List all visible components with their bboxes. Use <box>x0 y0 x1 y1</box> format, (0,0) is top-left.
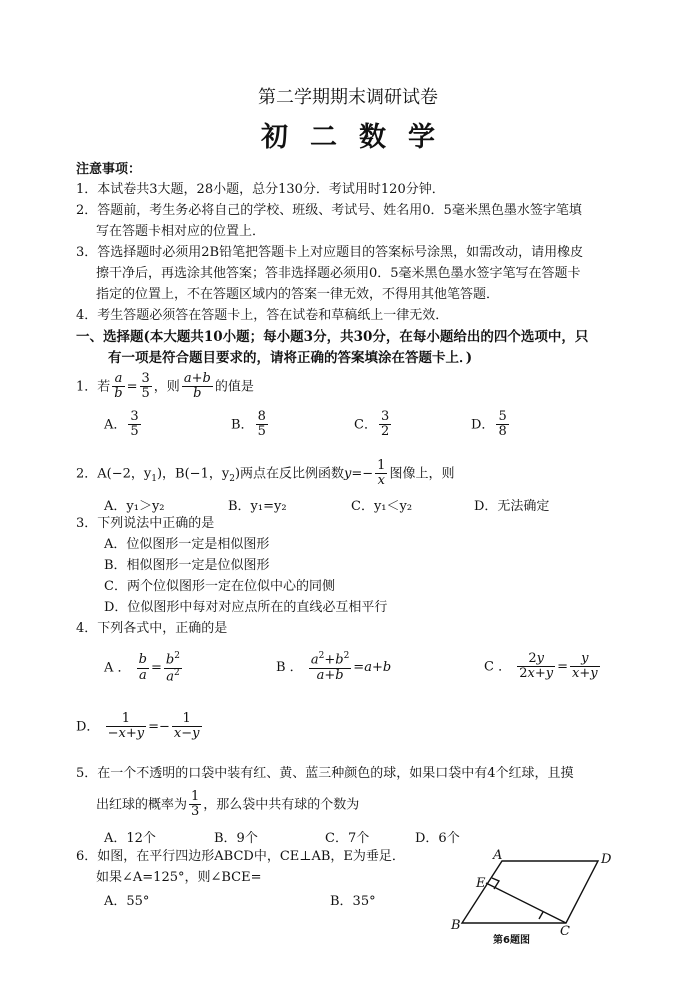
segment-ce <box>486 883 566 923</box>
note-3: 3．答选择题时必须用2B铅笔把答题卡上对应题目的答案标号涂黑，如需改动，请用橡皮 <box>76 245 584 260</box>
vertex-label-d: D <box>601 852 612 867</box>
question-6-line1: 6．如图，在平行四边形ABCD中，CE⊥AB，E为垂足． <box>76 849 405 864</box>
question-1-option-a: A． $\frac{3}{5}$ <box>104 409 139 440</box>
parallelogram-abcd <box>462 861 598 923</box>
question-6-line2: 如果∠A=125°，则∠BCE= <box>96 870 262 885</box>
vertex-label-b: B <box>451 918 461 933</box>
question-3-option-c: C．两个位似图形一定在位似中心的同侧 <box>104 579 335 594</box>
question-4-option-c: C ． $\frac{2y}{2x+y}$ = $\frac{y}{x+y}$ <box>484 651 598 682</box>
question-5-option-c: C．7个 <box>325 831 370 846</box>
note-1: 1．本试卷共3大题，28小题，总分130分．考试用时120分钟． <box>76 182 445 197</box>
section1-line1: 一、选择题(本大题共10小题；每小题3分，共30分，在每小题给出的四个选项中，只 <box>76 329 589 345</box>
fraction-3-over-5: $\frac{3}{5}$ <box>141 371 150 402</box>
question-3-stem: 3．下列说法中正确的是 <box>76 516 215 531</box>
question-1-option-c: C． $\frac{3}{2}$ <box>354 409 390 440</box>
question-1-stem: 1．若 $\frac{a}{b}$ = $\frac{3}{5}$ ，则 $\frac{a+b}{b}$ 的值是 <box>76 371 254 402</box>
vertex-label-c: C <box>560 924 570 939</box>
question-3-option-a: A．位似图形一定是相似图形 <box>104 537 270 552</box>
right-angle-mark <box>492 878 499 889</box>
notes-heading: 注意事项： <box>76 162 142 177</box>
exam-title: 第二学期期末调研试卷 <box>258 87 438 108</box>
note-2: 2．答题前，考生务必将自己的学校、班级、考试号、姓名用0．5毫米黑色墨水签字笔填 <box>76 203 582 218</box>
question-1-option-d: D． $\frac{5}{8}$ <box>471 409 507 440</box>
fraction-1-over-x: $\frac{1}{x}$ <box>377 458 386 489</box>
fraction-1-over-3: $\frac{1}{3}$ <box>191 789 200 820</box>
section1-line2: 有一项是符合题目要求的，请将正确的答案填涂在答题卡上．) <box>108 350 473 366</box>
question-6-option-a: A．55° <box>104 894 150 909</box>
question-2-option-d: D．无法确定 <box>474 499 550 514</box>
vertex-label-a: A <box>493 848 503 863</box>
question-3-option-b: B．相似图形一定是位似图形 <box>104 558 270 573</box>
note-3-cont: 擦干净后，再选涂其他答案；答非选择题必须用0．5毫米黑色墨水签字笔写在答题卡 <box>96 266 581 281</box>
question-5-option-a: A．12个 <box>104 831 156 846</box>
figure-caption: 第6题图 <box>493 935 530 946</box>
question-5-option-b: B．9个 <box>214 831 258 846</box>
note-4: 4．考生答题必须答在答题卡上，答在试卷和草稿纸上一律无效． <box>76 308 449 323</box>
question-4-option-d: D． $\frac{1}{-x+y}$ =− $\frac{1}{x-y}$ <box>76 711 200 742</box>
question-4-stem: 4．下列各式中，正确的是 <box>76 621 228 636</box>
question-4-option-a: A ． $\frac{b}{a}$ = $\frac{b^2}{a^2}$ <box>104 651 180 684</box>
question-6-option-b: B．35° <box>330 894 376 909</box>
question-2-option-c: C．y₁＜y₂ <box>351 499 413 514</box>
angle-mark-c <box>539 912 543 919</box>
question-5-option-d: D．6个 <box>415 831 460 846</box>
fraction-a-plus-b-over-b: $\frac{a+b}{b}$ <box>183 371 211 402</box>
fraction-a-over-b: $\frac{a}{b}$ <box>114 371 123 402</box>
question-1-option-b: B． $\frac{8}{5}$ <box>231 409 266 440</box>
note-3-cont2: 指定的位置上，不在答题区域内的答案一律无效，不得用其他笔答题． <box>96 287 500 302</box>
note-2-cont: 写在答题卡相对应的位置上． <box>96 224 266 239</box>
question-5-line2: 出红球的概率为 $\frac{1}{3}$ ，那么袋中共有球的个数为 <box>96 789 360 820</box>
question-5-line1: 5．在一个不透明的口袋中装有红、黄、蓝三种颜色的球，如果口袋中有4个红球，且摸 <box>76 766 574 781</box>
vertex-label-e: E <box>476 876 486 891</box>
question-2-stem: 2．A(−2，$y_1$)，B(−1，$y_2$)两点在反比例函数y=− $\frac{1}{x}$ 图像上，则 <box>76 458 455 489</box>
question-3-option-d: D．位似图形中每对对应点所在的直线必互相平行 <box>104 600 388 615</box>
question-2-option-b: B．y₁=y₂ <box>228 499 287 514</box>
question-4-option-b: B ． $\frac{a^2+b^2}{a+b}$ =a+b <box>276 651 392 683</box>
question-2-option-a: A．y₁＞y₂ <box>104 499 165 514</box>
parallelogram-figure <box>448 848 618 948</box>
subject-title: 初二数学 <box>261 122 457 153</box>
